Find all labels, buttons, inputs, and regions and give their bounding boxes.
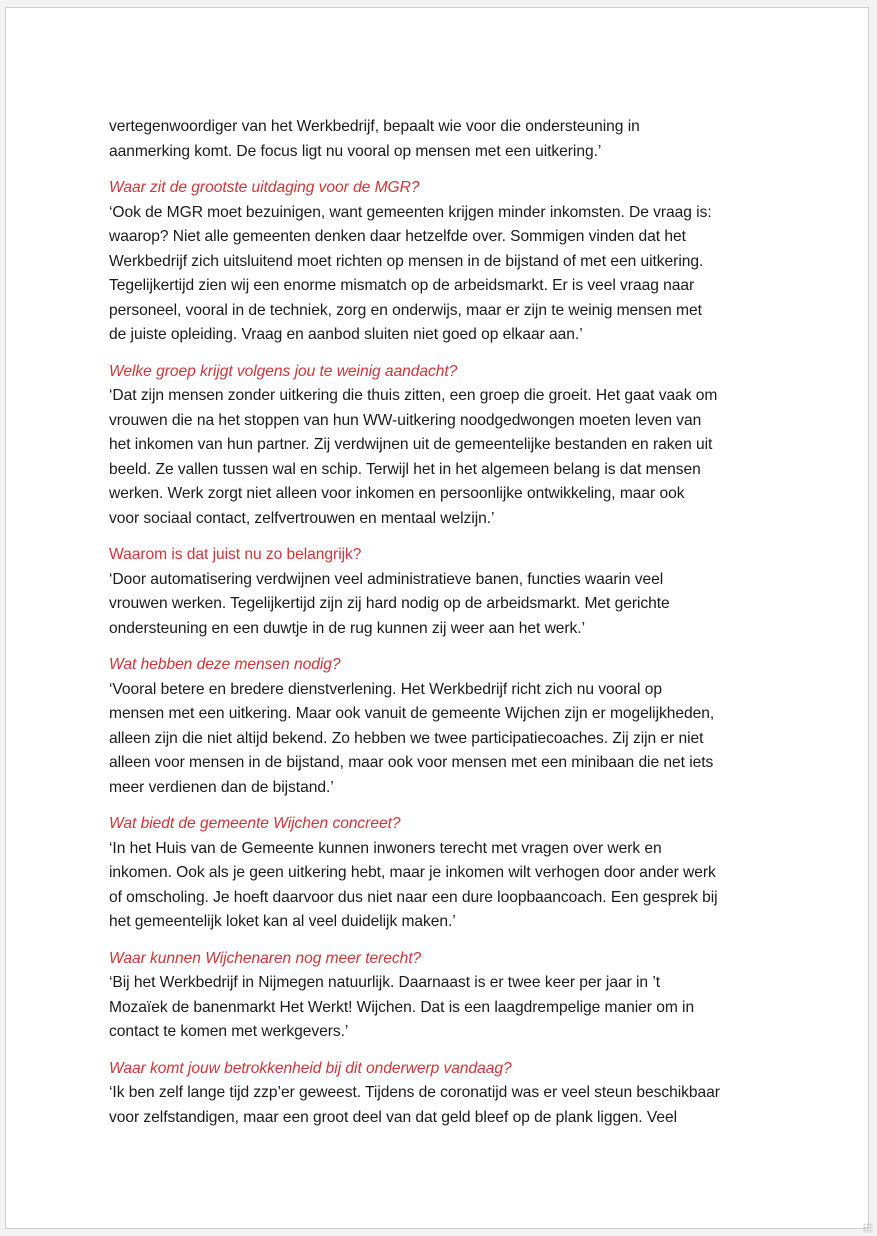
resize-grip-icon[interactable] <box>863 1223 873 1233</box>
text-line: aanmerking komt. De focus ligt nu vooral op mensen met een uitkering.’ <box>109 142 602 160</box>
text-line: het inkomen van hun partner. Zij verdwijnen uit de gemeentelijke bestanden en raken uit <box>109 436 713 453</box>
question-heading: Wat biedt de gemeente Wijchen concreet? <box>109 815 401 832</box>
text-line: ‘Door automatisering verdwijnen veel administratieve banen, functies waarin veel <box>109 570 664 588</box>
qa-section-attention <box>109 360 779 532</box>
question-heading: Wat hebben deze mensen nodig? <box>109 656 341 673</box>
answer-text <box>109 837 779 935</box>
text-line: Mozaïek de banenmarkt Het Werkt! Wijchen. Dat is een laagdrempelige manier om in <box>109 998 695 1016</box>
text-line: inkomen. Ook als je geen uitkering hebt, maar je inkomen wilt verhogen door ander werk <box>109 864 716 881</box>
question-heading: Waarom is dat juist nu zo belangrijk? <box>109 546 362 563</box>
text-line: de juiste opleiding. Vraag en aanbod sluiten niet goed op elkaar aan.’ <box>109 326 583 343</box>
text-line: ‘Vooral betere en bredere dienstverlening. Het Werkbedrijf richt zich nu vooral op <box>109 680 662 698</box>
answer-text <box>109 384 779 531</box>
text-line: waarop? Niet alle gemeenten denken daar hetzelfde over. Sommigen vinden dat het <box>109 228 686 245</box>
text-line: ‘Ik ben zelf lange tijd zzp’er geweest. Tijdens de coronatijd was er veel steun beschikbaar <box>109 1084 720 1101</box>
qa-section-municipality-offer <box>109 812 779 935</box>
qa-section-importance <box>109 543 779 641</box>
text-line: of omscholing. Je hoeft daarvoor dus niet naar een dure loopbaancoach. Een gesprek bij <box>109 888 718 906</box>
text-line: meer verdienen dan de bijstand.’ <box>109 778 334 796</box>
text-line: voor sociaal contact, zelfvertrouwen en mentaal welzijn.’ <box>109 509 495 527</box>
answer-text <box>109 115 779 164</box>
text-line: ondersteuning en een duwtje in de rug kunnen zij weer aan het werk.’ <box>109 619 585 637</box>
text-line: het gemeentelijk loket kan al veel duidelijk maken.’ <box>109 913 456 930</box>
text-line: contact te komen met werkgevers.’ <box>109 1023 349 1040</box>
qa-section-challenge <box>109 176 779 348</box>
answer-text <box>109 201 779 348</box>
qa-section-involvement <box>109 1057 779 1131</box>
text-line: alleen zijn die niet altijd bekend. Zo hebben we twee participatiecoaches. Zij zijn er niet <box>109 729 704 747</box>
qa-section-needs <box>109 653 779 800</box>
answer-text <box>109 678 779 801</box>
question-heading: Waar komt jouw betrokkenheid bij dit onderwerp vandaag? <box>109 1059 512 1077</box>
question-heading: Waar kunnen Wijchenaren nog meer terecht? <box>109 949 422 967</box>
text-line: personeel, vooral in de techniek, zorg en onderwijs, maar er zijn te weinig mensen met <box>109 301 702 319</box>
question-heading: Welke groep krijgt volgens jou te weinig aandacht? <box>109 362 458 380</box>
text-line: vertegenwoordiger van het Werkbedrijf, bepaalt wie voor die ondersteuning in <box>109 118 640 135</box>
question-heading: Waar zit de grootste uitdaging voor de MGR? <box>109 179 420 196</box>
answer-text <box>109 568 779 642</box>
text-line: ‘Ook de MGR moet bezuinigen, want gemeenten krijgen minder inkomsten. De vraag is: <box>109 203 712 221</box>
page-content <box>109 115 779 1142</box>
text-line: ‘Bij het Werkbedrijf in Nijmegen natuurlijk. Daarnaast is er twee keer per jaar in ’t <box>109 974 661 991</box>
text-line: voor zelfstandigen, maar een groot deel van dat geld bleef op de plank liggen. Veel <box>109 1108 678 1126</box>
text-line: werken. Werk zorgt niet alleen voor inkomen en persoonlijke ontwikkeling, maar ook <box>109 485 685 502</box>
text-line: alleen voor mensen in de bijstand, maar ook voor mensen met een minibaan die net iets <box>109 754 714 771</box>
intro-paragraph <box>109 115 779 164</box>
answer-text <box>109 971 779 1045</box>
document-page[interactable] <box>5 7 869 1229</box>
text-line: vrouwen werken. Tegelijkertijd zijn zij hard nodig op de arbeidsmarkt. Met gerichte <box>109 595 670 612</box>
text-line: Tegelijkertijd zien wij een enorme mismatch op de arbeidsmarkt. Er is veel vraag naar <box>109 277 695 294</box>
text-line: ‘In het Huis van de Gemeente kunnen inwoners terecht met vragen over werk en <box>109 839 662 857</box>
text-line: ‘Dat zijn mensen zonder uitkering die thuis zitten, een groep die groeit. Het gaat vaak om <box>109 387 718 404</box>
qa-section-other-options <box>109 947 779 1045</box>
text-line: vrouwen die na het stoppen van hun WW-uitkering noodgedwongen moeten leven van <box>109 411 702 429</box>
text-line: mensen met een uitkering. Maar ook vanuit de gemeente Wijchen zijn er mogelijkheden, <box>109 705 715 722</box>
text-line: beeld. Ze vallen tussen wal en schip. Terwijl het in het algemeen belang is dat mensen <box>109 460 701 478</box>
text-line: Werkbedrijf zich uitsluitend moet richten op mensen in de bijstand of met een uitkering. <box>109 252 704 270</box>
answer-text <box>109 1081 779 1130</box>
